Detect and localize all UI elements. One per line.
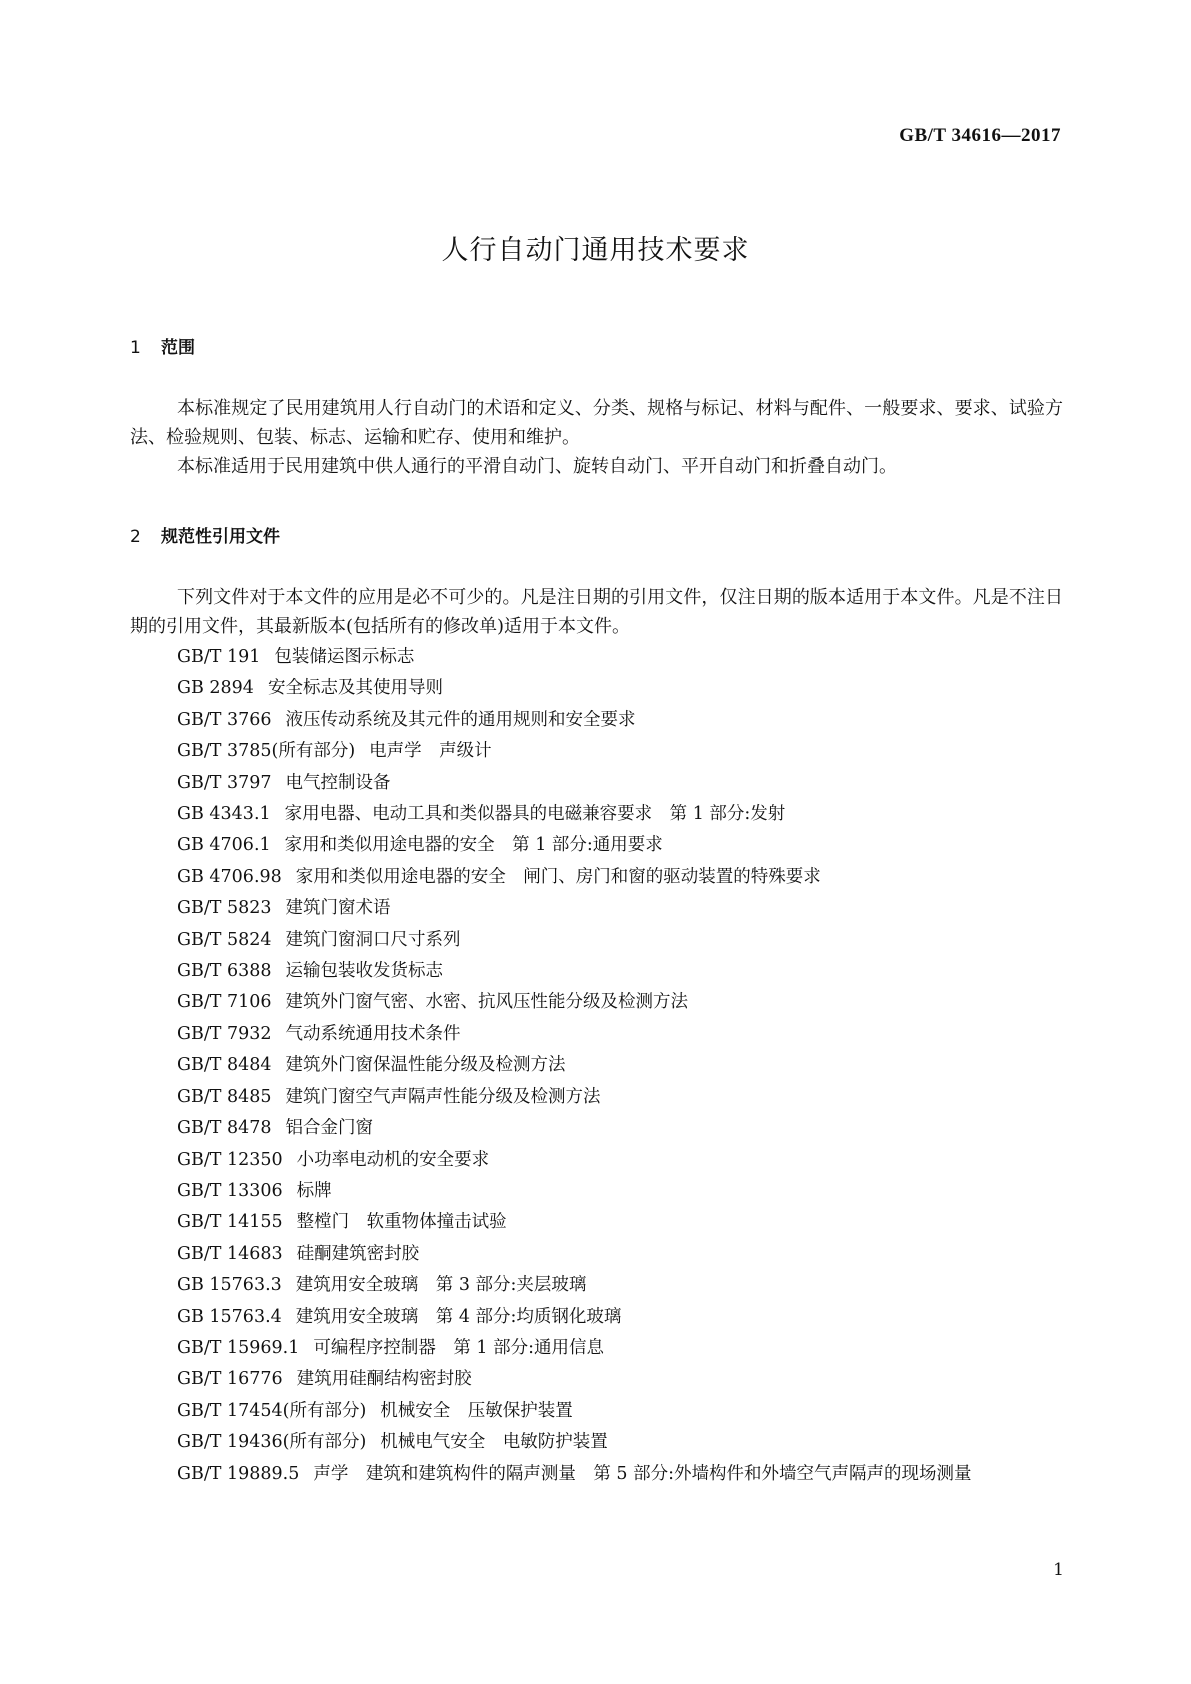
reference-title: 电声学 声级计 [369, 741, 492, 762]
scope-paragraph-2: 本标准适用于民用建筑中供人通行的平滑自动门、旋转自动门、平开自动门和折叠自动门。 [177, 456, 897, 477]
reference-title: 家用和类似用途电器的安全 第 1 部分:通用要求 [284, 835, 663, 856]
reference-code: GB/T 8485 [177, 1086, 272, 1107]
reference-item [130, 673, 1063, 704]
reference-code: GB/T 7106 [177, 992, 272, 1013]
reference-code: GB/T 3766 [177, 709, 272, 730]
reference-item [130, 1113, 1063, 1144]
scope-paragraph-1: 本标准规定了民用建筑用人行自动门的术语和定义、分类、规格与标记、材料与配件、一般要求、要求、试验方法、检验规则、包装、标志、运输和贮存、使用和维护。 [130, 398, 1063, 448]
reference-code: GB/T 6388 [177, 961, 272, 982]
reference-code: GB 4343.1 [177, 804, 271, 825]
reference-title: 声学 建筑和建筑构件的隔声测量 第 5 部分:外墙构件和外墙空气声隔声的现场测量 [313, 1463, 972, 1484]
section-title: 规范性引用文件 [161, 527, 280, 547]
reference-title: 安全标志及其使用导则 [267, 678, 443, 699]
reference-title: 标牌 [296, 1180, 332, 1201]
reference-title: 气动系统通用技术条件 [285, 1023, 461, 1044]
reference-code: GB/T 8478 [177, 1118, 272, 1139]
reference-title: 建筑用安全玻璃 第 4 部分:均质钢化玻璃 [295, 1306, 622, 1327]
reference-title: 家用电器、电动工具和类似器具的电磁兼容要求 第 1 部分:发射 [284, 804, 786, 825]
reference-code: GB/T 14683 [177, 1243, 283, 1264]
reference-title: 建筑门窗洞口尺寸系列 [285, 929, 461, 950]
reference-item [130, 1364, 1063, 1395]
document-title: 人行自动门通用技术要求 [441, 235, 750, 266]
reference-code: GB/T 19436(所有部分) [177, 1432, 367, 1453]
reference-code: GB/T 17454(所有部分) [177, 1400, 367, 1421]
reference-code: GB/T 191 [177, 647, 261, 667]
section-1-heading [130, 333, 195, 358]
reference-item [130, 799, 1063, 830]
reference-code: GB/T 13306 [177, 1180, 283, 1201]
reference-item [130, 1082, 1063, 1113]
reference-code: GB 15763.4 [177, 1306, 282, 1327]
reference-code: GB/T 5823 [177, 898, 272, 919]
reference-item [130, 862, 1063, 893]
reference-item [130, 1176, 1063, 1207]
reference-item [130, 1050, 1063, 1081]
reference-title: 机械安全 压敏保护装置 [380, 1400, 573, 1421]
reference-item [130, 1302, 1063, 1333]
reference-title: 建筑用安全玻璃 第 3 部分:夹层玻璃 [295, 1275, 587, 1296]
reference-code: GB/T 12350 [177, 1149, 283, 1170]
section-2-heading [130, 522, 280, 547]
reference-title: 机械电气安全 电敏防护装置 [380, 1432, 608, 1453]
reference-item [130, 1396, 1063, 1427]
reference-title: 液压传动系统及其元件的通用规则和安全要求 [285, 709, 636, 730]
reference-title: 家用和类似用途电器的安全 闸门、房门和窗的驱动装置的特殊要求 [295, 866, 821, 887]
section-title: 范围 [161, 338, 195, 358]
reference-item [130, 925, 1063, 956]
reference-title: 可编程序控制器 第 1 部分:通用信息 [313, 1337, 604, 1358]
reference-item [130, 642, 1063, 673]
section-number: 2 [130, 527, 141, 547]
reference-title: 建筑外门窗保温性能分级及检测方法 [285, 1055, 566, 1076]
section-number: 1 [130, 338, 141, 358]
reference-title: 电气控制设备 [285, 772, 391, 793]
reference-code: GB/T 15969.1 [177, 1337, 300, 1358]
reference-code: GB/T 16776 [177, 1369, 283, 1390]
reference-code: GB 15763.3 [177, 1275, 282, 1296]
reference-item [130, 705, 1063, 736]
reference-item [130, 830, 1063, 861]
reference-code: GB/T 5824 [177, 929, 272, 950]
reference-item [130, 768, 1063, 799]
reference-title: 建筑门窗术语 [285, 898, 391, 919]
reference-item [130, 1427, 1063, 1458]
reference-code: GB/T 7932 [177, 1023, 272, 1044]
reference-item [130, 736, 1063, 767]
reference-title: 运输包装收发货标志 [285, 961, 444, 982]
reference-code: GB 2894 [177, 678, 254, 699]
reference-title: 硅酮建筑密封胶 [296, 1243, 420, 1264]
reference-title: 建筑外门窗气密、水密、抗风压性能分级及检测方法 [285, 992, 689, 1013]
reference-code: GB/T 8484 [177, 1055, 272, 1076]
reference-item [130, 1239, 1063, 1270]
reference-code: GB 4706.98 [177, 866, 282, 887]
reference-code: GB/T 14155 [177, 1212, 283, 1233]
reference-title: 建筑用硅酮结构密封胶 [296, 1369, 472, 1390]
reference-code: GB/T 19889.5 [177, 1463, 300, 1484]
reference-item [130, 1019, 1063, 1050]
page-number: 1 [1053, 1560, 1064, 1580]
reference-title: 小功率电动机的安全要求 [296, 1149, 490, 1170]
reference-item [130, 1333, 1063, 1364]
references-intro-paragraph: 下列文件对于本文件的应用是必不可少的。凡是注日期的引用文件，仅注日期的版本适用于本文件。凡是不注日期的引用文件，其最新版本(包括所有的修改单)适用于本文件。 [130, 587, 1063, 637]
reference-item [130, 1207, 1063, 1238]
reference-title: 包装储运图示标志 [274, 647, 415, 667]
reference-item [130, 956, 1063, 987]
reference-item [130, 1459, 1063, 1490]
reference-item [130, 1270, 1063, 1301]
reference-item [130, 987, 1063, 1018]
reference-item [130, 893, 1063, 924]
reference-code: GB/T 3797 [177, 772, 272, 793]
reference-item [130, 1145, 1063, 1176]
reference-title: 铝合金门窗 [285, 1118, 374, 1139]
reference-code: GB/T 3785(所有部分) [177, 741, 356, 762]
reference-code: GB 4706.1 [177, 835, 271, 856]
reference-title: 建筑门窗空气声隔声性能分级及检测方法 [285, 1086, 601, 1107]
reference-title: 整樘门 软重物体撞击试验 [296, 1212, 507, 1233]
reference-list [130, 642, 1063, 1490]
standard-code: GB/T 34616—2017 [899, 125, 1061, 146]
